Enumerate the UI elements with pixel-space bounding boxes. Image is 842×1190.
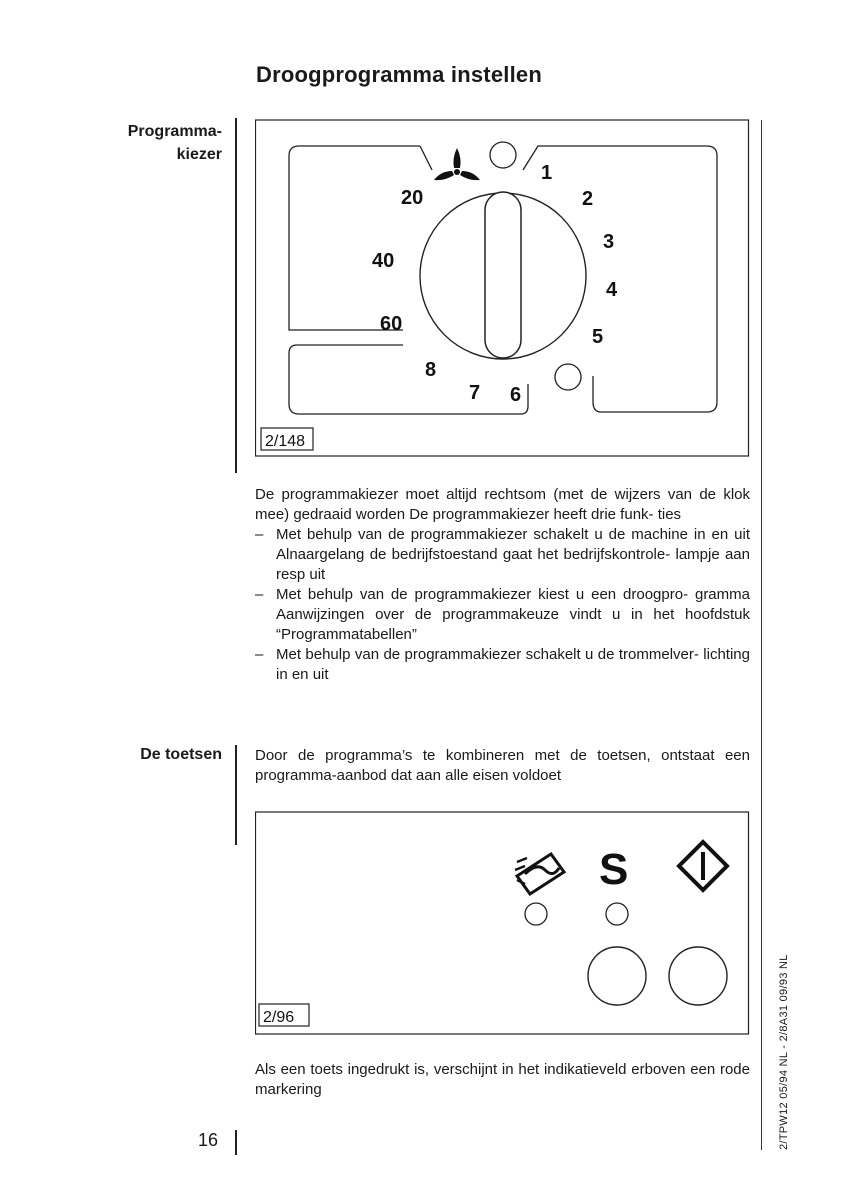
page-title: Droogprogramma instellen — [256, 62, 542, 87]
list-item: – Met behulp van de programmakiezer schakelt u de trommelver- lichting in en uit — [255, 645, 750, 685]
fan-icon — [434, 148, 480, 180]
dial-number-7: 7 — [469, 382, 481, 404]
dial-number-5: 5 — [592, 326, 604, 348]
s-button[interactable] — [588, 947, 646, 1005]
indicator-lamp-left — [525, 903, 547, 925]
toetsen-footer: Als een toets ingedrukt is, verschijnt in het indikatieveld erboven een rode markering — [255, 1061, 750, 1098]
dial-number-4: 4 — [606, 279, 618, 301]
toetsen-figure — [255, 810, 750, 1038]
heading-de-toetsen: De toetsen — [140, 746, 222, 763]
programmakiezer-list — [255, 525, 750, 685]
dial-number-60: 60 — [380, 313, 403, 335]
page-number: 16 — [198, 1130, 219, 1150]
toetsen-intro: Door de programma’s te kombineren met de toetsen, ontstaat een programma-aanbod dat aan alle eisen voldoet — [255, 747, 750, 784]
indicator-lamp-right — [606, 903, 628, 925]
delicate-program-icon — [515, 854, 564, 894]
list-item: – Met behulp van de programmakiezer kiest u een droogpro- gramma Aanwijzingen over de programmakeuze vindt u in het hoofdstuk “Programmatabellen” — [255, 585, 750, 645]
dial-number-8: 8 — [425, 359, 437, 381]
right-rule — [761, 120, 762, 1150]
heading-programmakiezer-line1: Programma- — [127, 123, 222, 140]
dial-number-3: 3 — [603, 231, 615, 253]
dial-number-2: 2 — [582, 188, 594, 210]
left-rule-bottom — [235, 1130, 237, 1155]
indicator-lamp-bottom — [555, 364, 581, 390]
heading-programmakiezer — [100, 120, 222, 166]
left-rule-middle — [235, 745, 237, 845]
programmakiezer-text — [255, 485, 750, 685]
dial-number-6: 6 — [510, 384, 522, 406]
indicator-lamp-top — [490, 142, 516, 168]
side-document-code: 2/TPW12 05/94 NL - 2/8A31 09/93 NL — [778, 954, 790, 1150]
start-icon — [679, 842, 727, 890]
heading-programmakiezer-line2: kiezer — [176, 146, 222, 163]
list-item: – Met behulp van de programmakiezer schakelt u de machine in en uit Alnaargelang de bedrijfstoestand gaat het bedrijfskontrole- lampje aan resp uit — [255, 525, 750, 585]
left-rule-top — [235, 118, 237, 473]
dial-number-40: 40 — [372, 250, 395, 272]
dial-number-20: 20 — [401, 187, 424, 209]
figure-label-2-148: 2/148 — [265, 433, 306, 450]
dial-grip[interactable] — [485, 192, 521, 358]
s-symbol: S — [599, 845, 629, 894]
programme-dial[interactable] — [420, 192, 586, 359]
programmakiezer-figure — [255, 118, 750, 458]
dial-number-1: 1 — [541, 162, 553, 184]
programmakiezer-intro: De programmakiezer moet altijd rechtsom (met de wijzers van de klok mee) gedraaid worden De programmakiezer heeft drie funk- ties — [255, 486, 750, 523]
start-button[interactable] — [669, 947, 727, 1005]
figure-label-2-96: 2/96 — [263, 1009, 295, 1026]
